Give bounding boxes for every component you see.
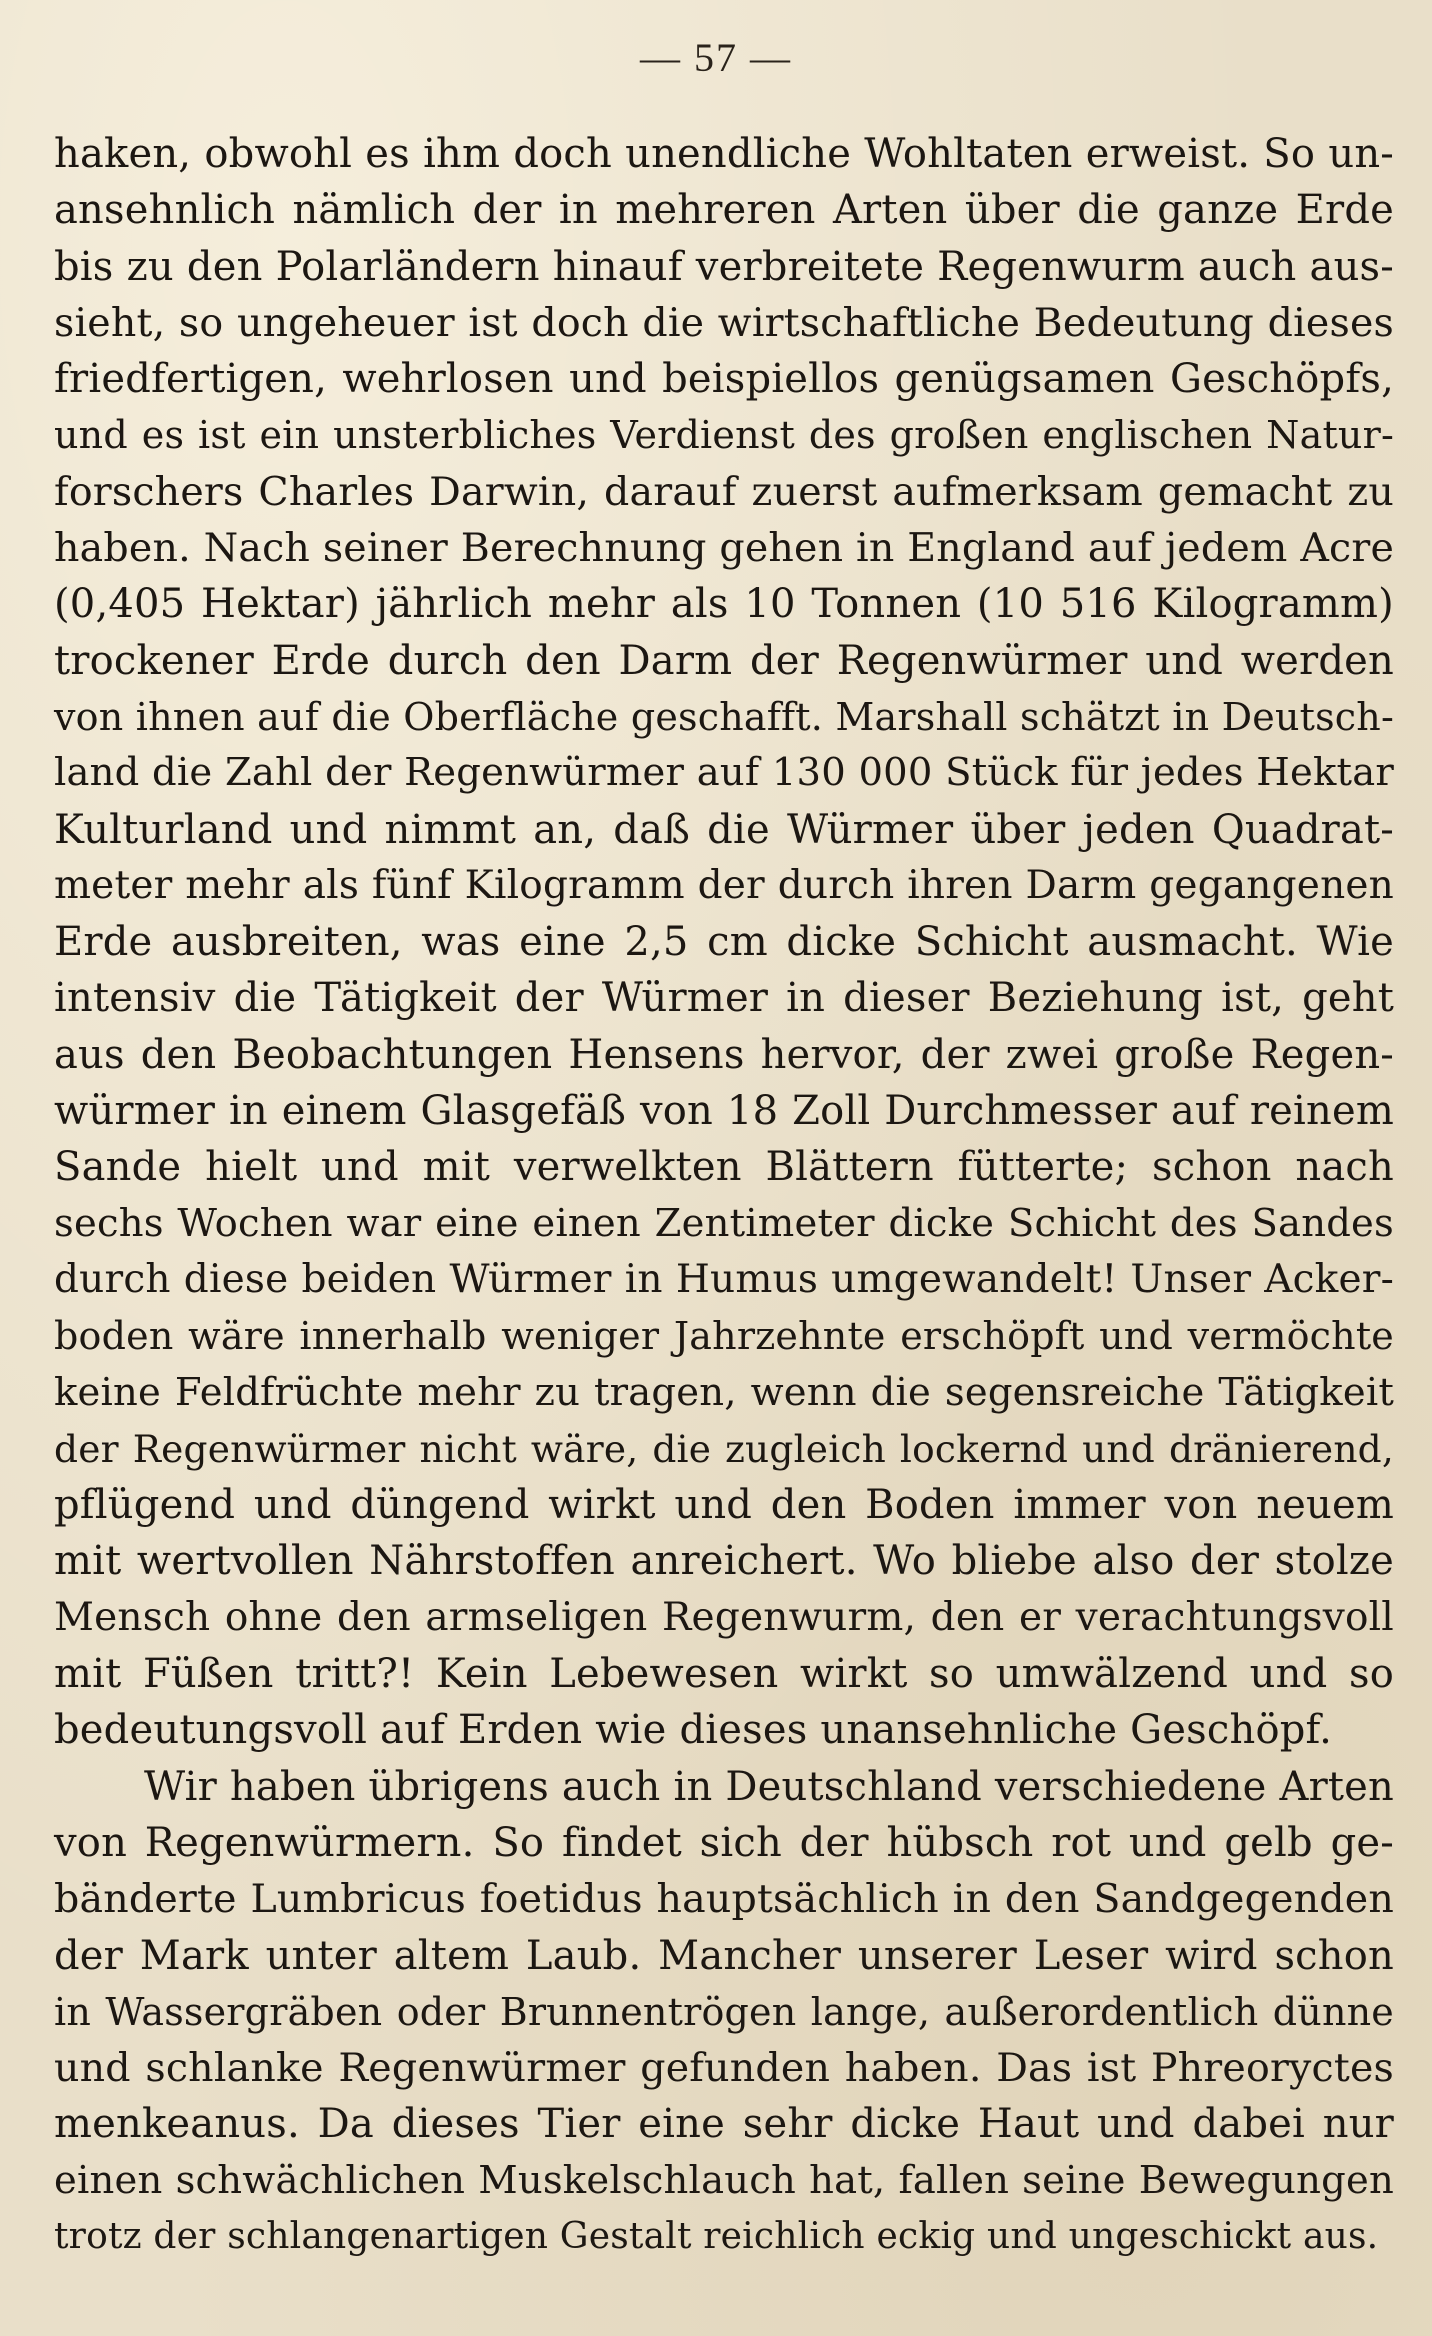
text-line: menkeanus. Da dieses Tier eine sehr dicke Haut und dabei nur: [54, 2101, 1394, 2148]
text-line: von ihnen auf die Oberfläche geschafft. Marshall schätzt in Deutsch-: [54, 694, 1394, 739]
text-line: Kulturland und nimmt an, daß die Würmer über jeden Quadrat-: [54, 806, 1394, 853]
text-line: bis zu den Polarländern hinauf verbreitete Regenwurm auch aus-: [54, 243, 1394, 290]
text-line: bänderte Lumbricus foetidus hauptsächlich in den Sandgegenden: [54, 1876, 1394, 1923]
text-line: mit Füßen tritt?! Kein Lebewesen wirkt so umwälzend und so: [54, 1651, 1394, 1698]
paragraph-end-line: bedeutungsvoll auf Erden wie dieses unansehnliche Geschöpf.: [54, 1707, 1333, 1754]
text-line: haken, obwohl es ihm doch unendliche Wohltaten erweist. So un-: [54, 131, 1394, 177]
text-line: und schlanke Regenwürmer gefunden haben. Das ist Phreoryctes: [54, 2045, 1394, 2092]
text-line: der Mark unter altem Laub. Mancher unserer Leser wird schon: [54, 1932, 1394, 1979]
text-line: Mensch ohne den armseligen Regenwurm, den er verachtungsvoll: [54, 1594, 1394, 1640]
text-line: intensiv die Tätigkeit der Würmer in dieser Beziehung ist, geht: [54, 975, 1394, 1022]
text-line: forschers Charles Darwin, darauf zuerst aufmerksam gemacht zu: [54, 468, 1394, 515]
text-line: sechs Wochen war eine einen Zentimeter dicke Schicht des Sandes: [54, 1200, 1394, 1246]
text-line: in Wassergräben oder Brunnentrögen lange, außerordentlich dünne: [54, 1989, 1394, 2034]
text-line: land die Zahl der Regenwürmer auf 130 000 Stück für jedes Hektar: [54, 750, 1394, 796]
text-line: trotz der schlangenartigen Gestalt reichlich eckig und ungeschickt aus.: [54, 2215, 1379, 2257]
body-text: [54, 126, 1394, 2265]
text-line: mit wertvollen Nährstoffen anreichert. Wo bliebe also der stolze: [54, 1538, 1394, 1585]
page-number: — 57 —: [640, 35, 792, 80]
text-line: pflügend und düngend wirkt und den Boden immer von neuem: [54, 1482, 1394, 1529]
text-line: ansehnlich nämlich der in mehreren Arten über die ganze Erde: [54, 187, 1394, 234]
text-line: keine Feldfrüchte mehr zu tragen, wenn die segensreiche Tätigkeit: [54, 1369, 1394, 1415]
text-line: trockener Erde durch den Darm der Regenwürmer und werden: [54, 637, 1394, 684]
text-line: haben. Nach seiner Berechnung gehen in England auf jedem Acre: [54, 525, 1395, 572]
text-line: einen schwächlichen Muskelschlauch hat, fallen seine Bewegungen: [54, 2157, 1394, 2203]
text-line: Erde ausbreiten, was eine 2,5 cm dicke Schicht ausmacht. Wie: [54, 919, 1394, 966]
text-line: der Regenwürmer nicht wäre, die zugleich lockernd und dränierend,: [54, 1426, 1394, 1471]
text-line: würmer in einem Glasgefäß von 18 Zoll Durchmesser auf reinem: [54, 1088, 1394, 1135]
text-line: friedfertigen, wehrlosen und beispiellos genügsamen Geschöpfs,: [54, 356, 1394, 403]
text-line: aus den Beobachtungen Hensens hervor, der zwei große Regen-: [54, 1031, 1394, 1078]
text-line: von Regenwürmern. So findet sich der hübsch rot und gelb ge-: [54, 1819, 1394, 1866]
text-line: sieht, so ungeheuer ist doch die wirtschaftliche Bedeutung dieses: [54, 299, 1394, 346]
text-line: (0,405 Hektar) jährlich mehr als 10 Tonnen (10 516 Kilogramm): [54, 581, 1394, 628]
text-line: Sande hielt und mit verwelkten Blättern fütterte; schon nach: [54, 1144, 1394, 1191]
paragraph-start-line: Wir haben übrigens auch in Deutschland verschiedene Arten: [144, 1763, 1394, 1810]
text-line: boden wäre innerhalb weniger Jahrzehnte erschöpft und vermöchte: [54, 1314, 1394, 1359]
text-line: meter mehr als fünf Kilogramm der durch ihren Darm gegangenen: [54, 862, 1394, 908]
text-line: durch diese beiden Würmer in Humus umgewandelt! Unser Acker-: [54, 1256, 1394, 1302]
text-line: und es ist ein unsterbliches Verdienst des großen englischen Natur-: [54, 413, 1394, 458]
